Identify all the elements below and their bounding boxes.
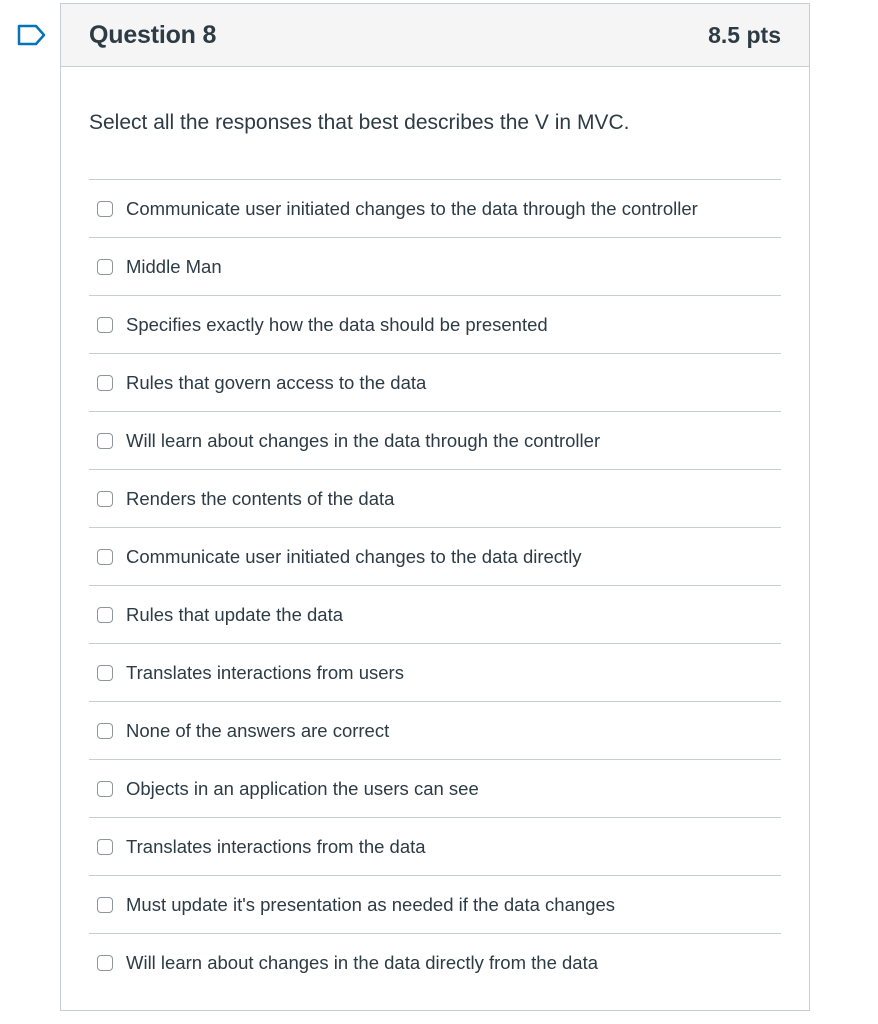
answer-label[interactable]: Middle Man <box>126 255 222 277</box>
answer-label[interactable]: Will learn about changes in the data through the controller <box>126 429 601 451</box>
answer-label[interactable]: Must update it's presentation as needed if the data changes <box>126 893 615 915</box>
answer-checkbox[interactable] <box>97 433 113 449</box>
answer-label[interactable]: Translates interactions from users <box>126 661 404 683</box>
answer-checkbox[interactable] <box>97 781 113 797</box>
flag-question-icon[interactable] <box>17 24 47 46</box>
question-title: Question 8 <box>89 20 217 49</box>
answer-label[interactable]: Renders the contents of the data <box>126 487 395 509</box>
answer-option[interactable] <box>89 528 781 586</box>
answer-label[interactable]: Translates interactions from the data <box>126 835 426 857</box>
answer-label[interactable]: Specifies exactly how the data should be presented <box>126 313 548 335</box>
answer-checkbox[interactable] <box>97 839 113 855</box>
answer-label[interactable]: Objects in an application the users can see <box>126 777 479 799</box>
answer-option[interactable] <box>89 470 781 528</box>
answer-checkbox[interactable] <box>97 955 113 971</box>
answer-list <box>89 179 781 991</box>
answer-option[interactable] <box>89 876 781 934</box>
question-points: 8.5 pts <box>708 21 781 48</box>
question-header <box>61 4 809 67</box>
answer-checkbox[interactable] <box>97 607 113 623</box>
answer-option[interactable] <box>89 702 781 760</box>
answer-checkbox[interactable] <box>97 317 113 333</box>
question-text: Select all the responses that best describes the V in MVC. <box>89 111 630 134</box>
answer-option[interactable] <box>89 760 781 818</box>
question-body <box>61 67 809 991</box>
answer-checkbox[interactable] <box>97 897 113 913</box>
answer-label[interactable]: None of the answers are correct <box>126 719 390 741</box>
answer-checkbox[interactable] <box>97 665 113 681</box>
answer-label[interactable]: Rules that govern access to the data <box>126 371 427 393</box>
answer-option[interactable] <box>89 296 781 354</box>
answer-label[interactable]: Communicate user initiated changes to the data directly <box>126 545 582 567</box>
answer-checkbox[interactable] <box>97 259 113 275</box>
question-card <box>60 3 810 1011</box>
answer-option[interactable] <box>89 644 781 702</box>
answer-option[interactable] <box>89 238 781 296</box>
answer-label[interactable]: Communicate user initiated changes to the data through the controller <box>126 197 698 219</box>
answer-checkbox[interactable] <box>97 549 113 565</box>
answer-option[interactable] <box>89 934 781 991</box>
answer-checkbox[interactable] <box>97 723 113 739</box>
answer-option[interactable] <box>89 180 781 238</box>
answer-label[interactable]: Will learn about changes in the data directly from the data <box>126 951 599 973</box>
answer-checkbox[interactable] <box>97 201 113 217</box>
answer-label[interactable]: Rules that update the data <box>126 603 344 625</box>
answer-option[interactable] <box>89 412 781 470</box>
answer-option[interactable] <box>89 818 781 876</box>
answer-option[interactable] <box>89 586 781 644</box>
answer-checkbox[interactable] <box>97 491 113 507</box>
answer-option[interactable] <box>89 354 781 412</box>
answer-checkbox[interactable] <box>97 375 113 391</box>
